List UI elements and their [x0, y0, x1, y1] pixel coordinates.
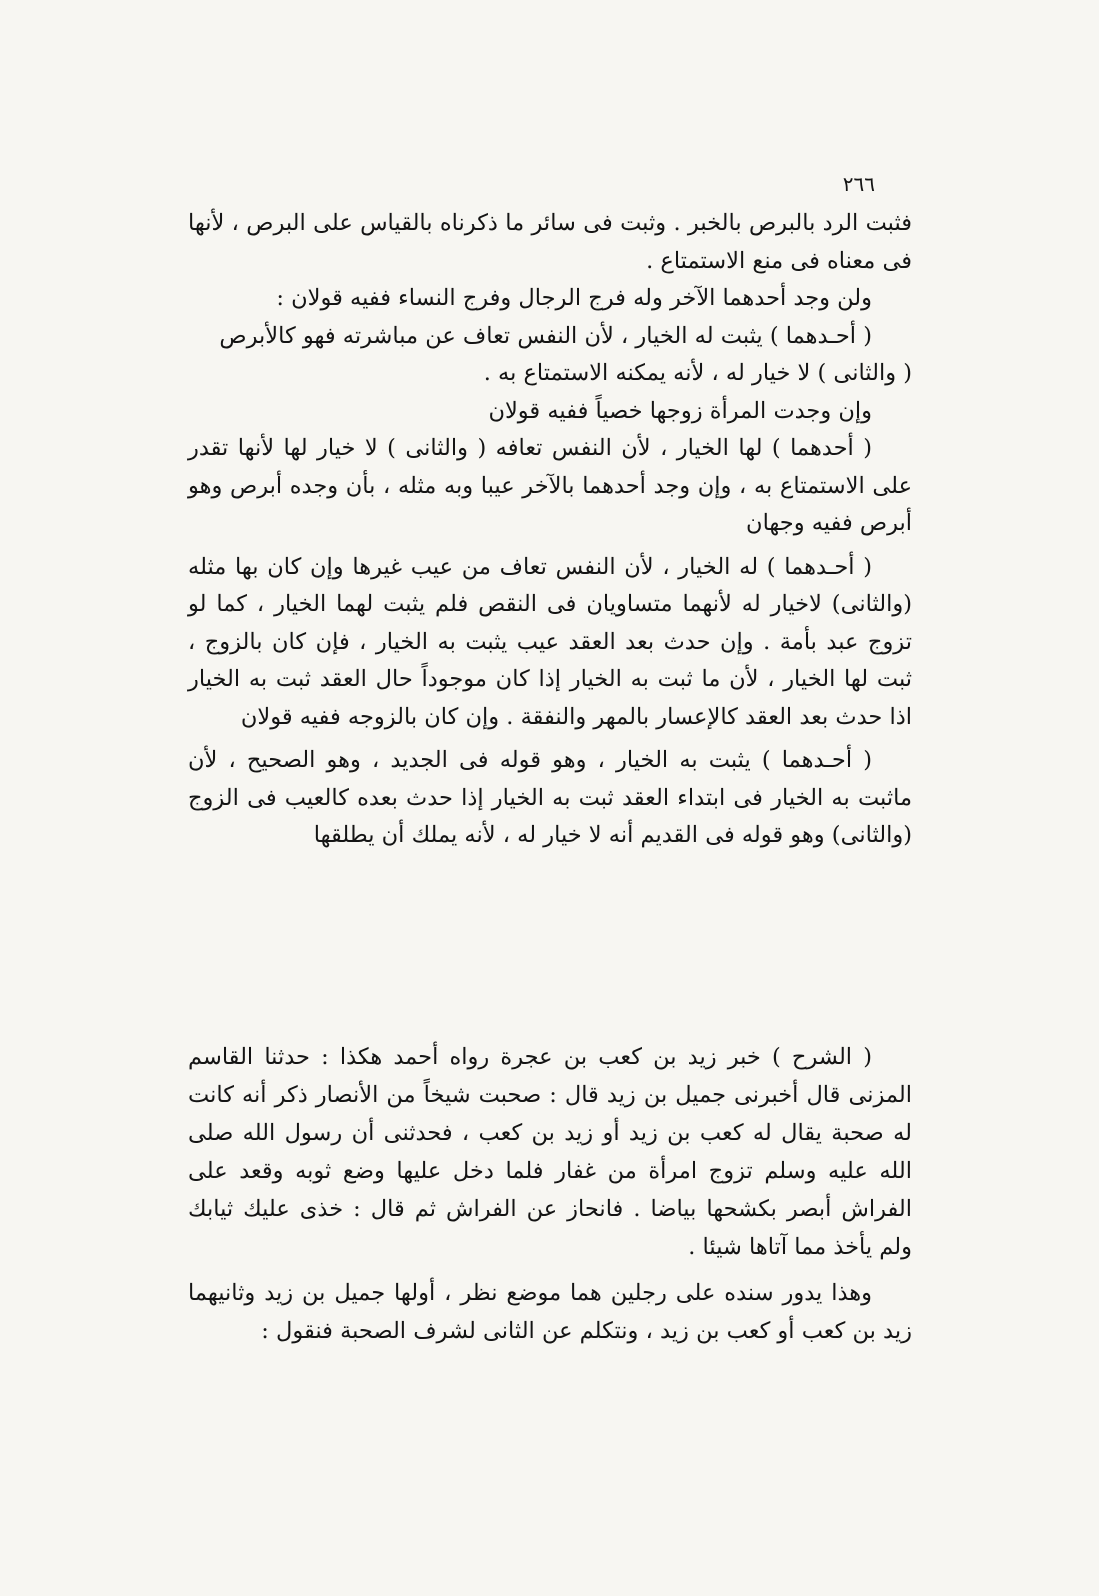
paragraph: ( أحدهما ) لها الخيار ، لأن النفس تعافه ( والثانى ) لا خيار لها لأنها تقدر على الاستمتاع به ، وإن وجد أحدهما بالآخر عيبا وبه مثله ، بأن وجده أبرص وهو أبرص ففيه وجهان: [188, 435, 912, 536]
paragraph: ( أحـدهما ) يثبت به الخيار ، وهو قوله فى الجديد ، وهو الصحيح ، لأن ماثبت به الخيار فى ابتداء العقد ثبت به الخيار إذا حدث بعده كالعيب فى الزوج (والثانى) وهو قوله فى القديم أنه لا خيار له ، لأنه يملك أن يطلقها: [188, 747, 912, 848]
paragraph: فثبت الرد بالبرص بالخبر . وثبت فى سائر ما ذكرناه بالقياس على البرص ، لأنها فى معناه فى منع الاستمتاع .: [188, 210, 912, 274]
paragraph: ( والثانى ) لا خيار له ، لأنه يمكنه الاستمتاع به .: [483, 360, 912, 386]
paragraph: وإن وجدت المرأة زوجها خصياً ففيه قولان: [488, 397, 872, 424]
commentary-block: [188, 1038, 912, 1350]
commentary-paragraph: ( الشرح ) خبر زيد بن كعب بن عجرة رواه أحمد هكذا : حدثنا القاسم المزنى قال أخبرنى جميل بن زيد قال : صحبت شيخاً من الأنصار ذكر أنه كانت له صحبة يقال له كعب بن زيد أو زيد بن كعب ، فحدثنى أن رسول الله صلى الله عليه وسلم تزوج امرأة من غفار فلما دخل عليها وضع ثوبه وقعد على الفراش أبصر بكشحها بياضا . فانحاز عن الفراش ثم قال : خذى عليك ثيابك ولم يأخذ مما آتاها شيئا .: [188, 1044, 912, 1260]
paragraph: ولن وجد أحدهما الآخر وله فرج الرجال وفرج النساء ففيه قولان :: [276, 285, 872, 311]
commentary-paragraph: وهذا يدور سنده على رجلين هما موضع نظر ، أولها جميل بن زيد وثانيهما زيد بن كعب أو كعب بن زيد ، ونتكلم عن الثانى لشرف الصحبة فنقول :: [188, 1280, 912, 1344]
main-text-block: [188, 205, 912, 855]
paragraph: ( أحـدهما ) له الخيار ، لأن النفس تعاف من عيب غيرها وإن كان بها مثله (والثانى) لاخيار له لأنهما متساويان فى النقص فلم يثبت لهما الخيار ، كما لو تزوج عبد بأمة . وإن حدث بعد العقد عيب يثبت به الخيار ، فإن كان بالزوج ، ثبت لها الخيار ، لأن ما ثبت به الخيار إذا كان موجوداً حال العقد ثبت به الخيار اذا حدث بعد العقد كالإعسار بالمهر والنفقة . وإن كان بالزوجه ففيه قولان: [188, 553, 912, 730]
page-number: ٢٦٦: [842, 172, 875, 196]
paragraph: ( أحـدهما ) يثبت له الخيار ، لأن النفس تعاف عن مباشرته فهو كالأبرص: [219, 322, 872, 349]
